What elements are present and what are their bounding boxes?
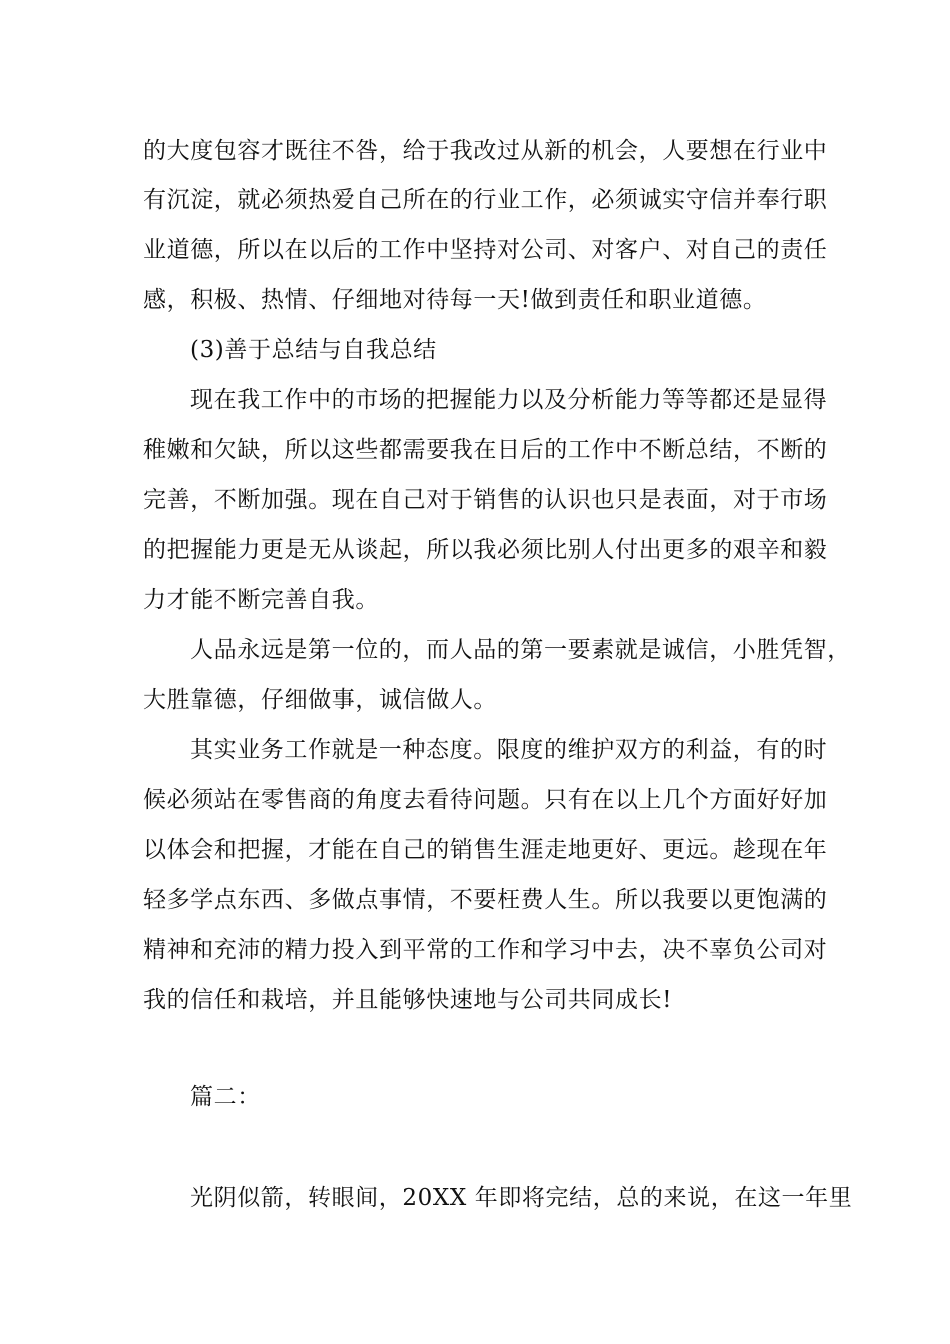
paragraph-line: 感，积极、热情、仔细地对待每一天!做到责任和职业道德。 [143,287,767,313]
section-heading: 篇二： [190,1084,261,1110]
paragraph-line: 的大度包容才既往不咎，给于我改过从新的机会，人要想在行业中 [143,138,828,164]
paragraph-line: 力才能不断完善自我。 [143,587,379,613]
section-heading: (3)善于总结与自我总结 [190,337,437,363]
paragraph-line: 稚嫩和欠缺，所以这些都需要我在日后的工作中不断总结，不断的 [143,437,828,463]
paragraph-line: 以体会和把握，才能在自己的销售生涯走地更好、更远。趁现在年 [143,837,828,863]
paragraph-line: 人品永远是第一位的，而人品的第一要素就是诚信，小胜凭智， [190,637,851,663]
paragraph-line: 大胜靠德，仔细做事，诚信做人。 [143,687,497,713]
paragraph-line: 其实业务工作就是一种态度。限度的维护双方的利益，有的时 [190,737,828,763]
paragraph-line: 轻多学点东西、多做点事情，不要枉费人生。所以我要以更饱满的 [143,887,828,913]
paragraph-line: 光阴似箭，转眼间，20XX 年即将完结，总的来说，在这一年里 [190,1185,853,1211]
paragraph-line: 业道德，所以在以后的工作中坚持对公司、对客户、对自己的责任 [143,237,828,263]
paragraph-line: 候必须站在零售商的角度去看待问题。只有在以上几个方面好好加 [143,787,828,813]
paragraph-line: 有沉淀，就必须热爱自己所在的行业工作，必须诚实守信并奉行职 [143,187,828,213]
paragraph-line: 精神和充沛的精力投入到平常的工作和学习中去，决不辜负公司对 [143,937,828,963]
paragraph-line: 现在我工作中的市场的把握能力以及分析能力等等都还是显得 [190,387,828,413]
paragraph-line: 的把握能力更是无从谈起，所以我必须比别人付出更多的艰辛和毅 [143,537,828,563]
paragraph-line: 完善，不断加强。现在自己对于销售的认识也只是表面，对于市场 [143,487,828,513]
paragraph-line: 我的信任和栽培，并且能够快速地与公司共同成长! [143,987,673,1013]
